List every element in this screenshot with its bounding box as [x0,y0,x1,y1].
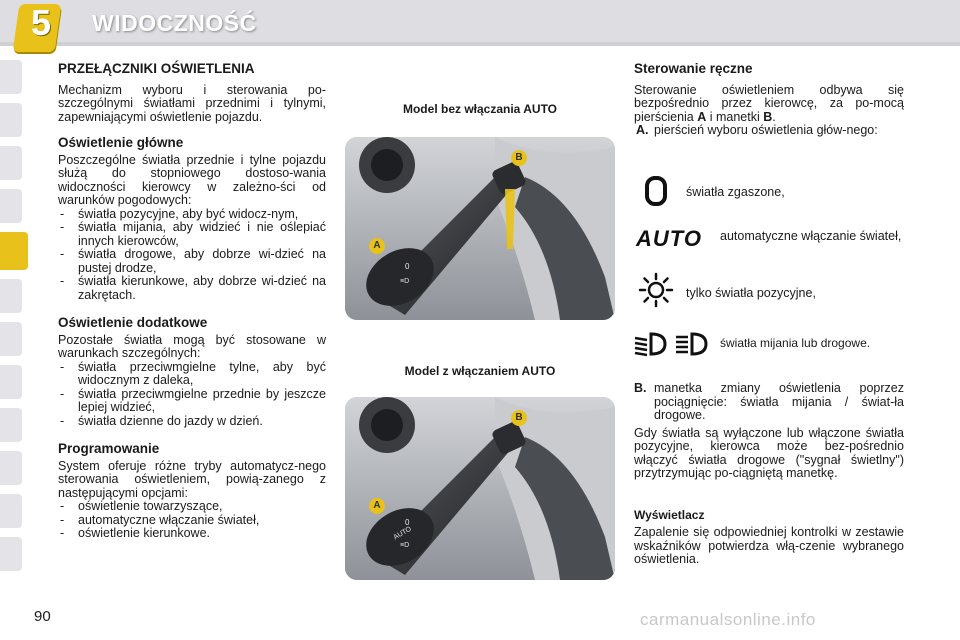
programming-text: System oferuje różne tryby automatycz-nego sterowania oświetleniem, powią-zanego z następującymi opcjami: [58,458,326,500]
chapter-tab[interactable] [0,146,22,180]
extra-light-text: Pozostałe światła mogą być stosowane w warunkach szczególnych: [58,332,326,360]
list-item: - oświetlenie towarzyszące, [60,499,223,513]
lighting-stalk-photo-no-auto [345,137,615,320]
item-a: A. pierścień wyboru oświetlenia głów-nego: [636,123,878,137]
chapter-tab[interactable] [0,537,22,571]
intro-text: Mechanizm wyboru i sterowania po-szczególnymi światłami przednimi i tylnymi, zapewniającymi oświetlenie pojazdu. [58,82,326,124]
lights-off-label: światła zgaszone, [686,185,785,199]
heading-extra-light: Oświetlenie dodatkowe [58,315,208,330]
chapter-tab[interactable] [0,451,22,485]
dipped-main-label: światła mijania lub drogowe. [720,336,871,350]
chapter-tab[interactable] [0,60,22,94]
chapter-tab[interactable] [0,103,22,137]
auto-icon: AUTO [636,226,702,251]
chapter-tab[interactable] [0,279,22,313]
display-text: Zapalenie się odpowiedniej kontrolki w zestawie wskaźników potwierdza włą-czenie wybranego oświetlenia. [634,525,904,566]
svg-text:0: 0 [405,518,410,527]
chapter-tab[interactable] [0,365,22,399]
figure-caption-bottom: Model z włączaniem AUTO [404,364,556,378]
position-lights-label: tylko światła pozycyjne, [686,286,816,300]
manual-control-title: Sterowanie ręczne [634,61,753,76]
chapter-number: 5 [30,2,52,43]
lighting-stalk-photo-auto [345,397,615,580]
callout-label-a: A [369,498,385,514]
heading-main-light: Oświetlenie główne [58,135,184,150]
svg-text:0: 0 [405,262,410,271]
chapter-tab[interactable] [0,322,22,356]
main-light-text: Poszczególne światła przednie i tylne pojazdu służą do stopniowego dostoso-wania widoczności kierowcy w zależno-ści od warunków pogodowych: [58,152,326,207]
right-column [634,62,904,138]
position-lamp-icon [638,272,674,312]
list-item: - światła przeciwmgielne przednie by jeszcze lepiej widzieć, [60,386,326,414]
callout-label-b: B [511,150,527,166]
heading-programming: Programowanie [58,441,160,456]
chapter-tab[interactable] [0,494,22,528]
chapter-tab[interactable] [0,408,22,442]
auto-ring-marking: AUTO [392,525,413,542]
auto-lights-label: automatyczne włączanie świateł, [720,229,902,243]
item-b: B. manetka zmiany oświetlenia poprzez pociągnięcie: światła mijania / świat-ła drogowe. [634,381,904,422]
list-item: - światła przeciwmgielne tylne, aby być widocznym z daleka, [60,359,326,387]
left-column [58,62,326,541]
callout-label-a: A [369,238,385,254]
lamp-off-icon [644,176,668,210]
manual-control-text: Sterowanie oświetleniem odbywa się bezpośrednio przez kierowcę, za po-mocą pierścienia A i manetki B. [634,82,904,124]
list-item: - światła dzienne do jazdy w dzień. [60,413,263,428]
list-item: - automatyczne włączanie świateł, [60,512,260,527]
page-number: 90 [34,608,51,625]
list-item: - oświetlenie kierunkowe. [60,526,211,540]
section-title: PRZEŁĄCZNIKI OŚWIETLENIA [58,61,255,76]
chapter-tab[interactable] [0,189,22,223]
callout-label-b: B [511,410,527,426]
dipped-beam-icon [633,331,669,361]
list-item: - światła mijania, aby widzieć i nie oślepiać innych kierowców, [60,220,326,248]
headlamp-flash-text: Gdy światła są wyłączone lub włączone światła pozycyjne, kierowca może bez-pośrednio włączyć światła drogowe ("sygnał świetlny") przytrzymując po-ciągniętą manetkę. [634,425,904,480]
main-beam-icon [674,331,710,361]
chapter-tabs [0,60,22,580]
chapter-title: WIDOCZNOŚĆ [92,10,257,36]
display-heading: Wyświetlacz [634,507,705,522]
chapter-tab-active[interactable] [0,232,28,270]
right-column-lower [634,382,904,567]
svg-text:≡D: ≡D [400,542,410,549]
list-item: - światła pozycyjne, aby być widocz-nym, [60,206,299,221]
watermark: carmanualsonline.info [640,610,816,629]
svg-text:≡D: ≡D [400,278,410,285]
list-item: - światła kierunkowe, aby dobrze wi-dzieć na zakrętach. [60,274,326,302]
figure-caption-top: Model bez włączania AUTO [402,102,558,116]
list-item: - światła drogowe, aby dobrze wi-dzieć na pustej drodze, [60,247,326,275]
